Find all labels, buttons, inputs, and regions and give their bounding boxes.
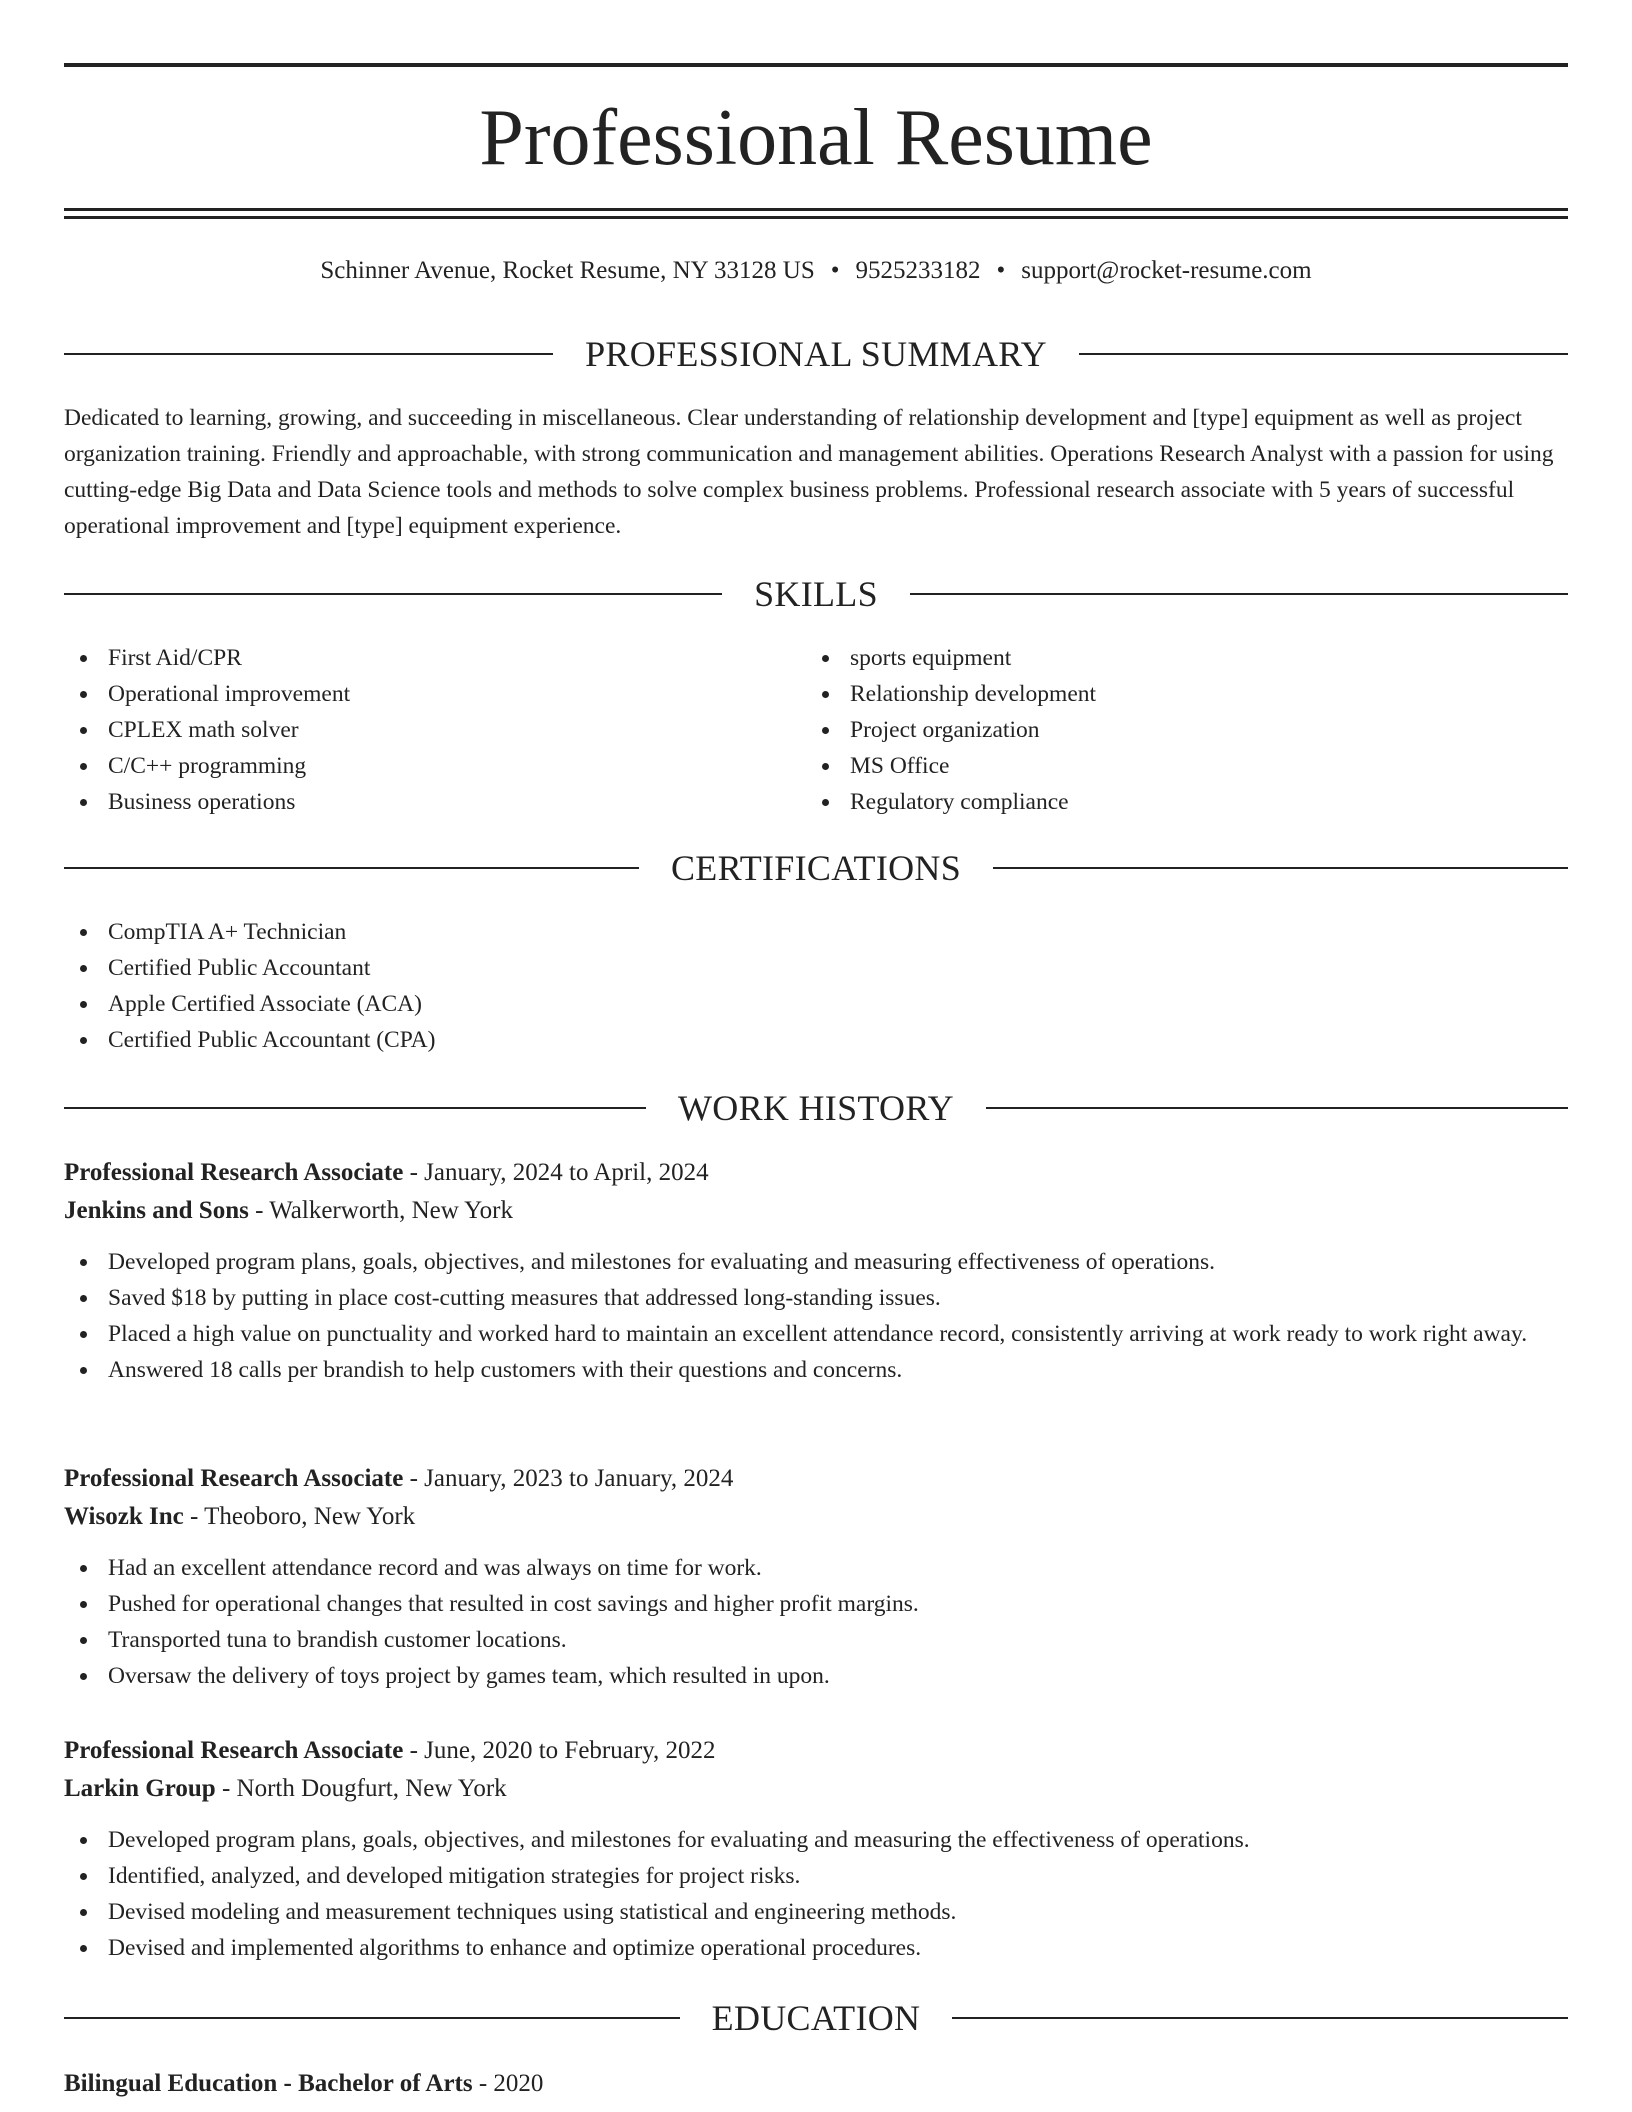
- job-title: Professional Research Associate: [64, 1737, 404, 1764]
- work-history-heading: [64, 1086, 1568, 1130]
- job-company: Jenkins and Sons: [64, 1197, 249, 1224]
- skill-item: Relationship development: [806, 676, 1506, 712]
- job-entry: [64, 1154, 1568, 1388]
- job-duty-item: Answered 18 calls per brandish to help customers with their questions and concerns.: [64, 1352, 1568, 1388]
- certifications-heading-label: CERTIFICATIONS: [670, 848, 962, 888]
- certifications-heading: [64, 846, 1568, 890]
- skill-item: Operational improvement: [64, 676, 764, 712]
- summary-heading-label: PROFESSIONAL SUMMARY: [585, 334, 1047, 374]
- skills-heading: [64, 572, 1568, 616]
- job-duties-list: [64, 1550, 1568, 1694]
- job-duty-item: Identified, analyzed, and developed mitigation strategies for project risks.: [64, 1858, 1568, 1894]
- job-company-line: [64, 1192, 1568, 1230]
- contact-separator: •: [996, 257, 1006, 284]
- skills-column-right: [806, 640, 1506, 820]
- title-rule-lower: [64, 216, 1568, 219]
- job-location: - Walkerworth, New York: [255, 1197, 513, 1224]
- resume-title: Professional Resume: [479, 94, 1153, 182]
- heading-rule-left: [64, 867, 639, 869]
- job-dates: - January, 2024 to April, 2024: [409, 1159, 709, 1186]
- heading-rule-right: [993, 867, 1568, 869]
- education-entry: [64, 2066, 1568, 2102]
- job-entry: [64, 1732, 1568, 1966]
- education-year: - 2020: [478, 2070, 544, 2097]
- work-history-heading-label: WORK HISTORY: [678, 1088, 954, 1128]
- skills-list-right: [806, 640, 1506, 820]
- title-rule-upper: [64, 208, 1568, 211]
- job-duty-item: Devised and implemented algorithms to enhance and optimize operational procedures.: [64, 1930, 1568, 1966]
- job-location: - North Dougfurt, New York: [221, 1775, 507, 1802]
- certification-item: Apple Certified Associate (ACA): [64, 986, 1568, 1022]
- job-location: - Theoboro, New York: [189, 1503, 416, 1530]
- job-dates: - June, 2020 to February, 2022: [409, 1737, 716, 1764]
- job-duty-item: Transported tuna to brandish customer locations.: [64, 1622, 1568, 1658]
- certification-item: Certified Public Accountant: [64, 950, 1568, 986]
- job-company-line: [64, 1498, 1568, 1536]
- education-heading: [64, 1996, 1568, 2040]
- summary-text: Dedicated to learning, growing, and succeeding in miscellaneous. Clear understanding of relationship development and [type] equipment as well as project organization training. Friendly and approachable, with strong communication and management abilities. Operations Research Analyst with a passion for using cutting-edge Big Data and Data Science tools and methods to solve complex business problems. Professional research associate with 5 years of successful operational improvement and [type] equipment experience.: [64, 405, 1554, 539]
- job-duty-item: Saved $18 by putting in place cost-cutting measures that addressed long-standing issues.: [64, 1280, 1568, 1316]
- top-rule: [64, 63, 1568, 67]
- job-duties-list: [64, 1822, 1568, 1966]
- skill-item: sports equipment: [806, 640, 1506, 676]
- job-company-line: [64, 1770, 1568, 1808]
- contact-email: support@rocket-resume.com: [1021, 257, 1312, 284]
- heading-rule-left: [64, 2017, 680, 2019]
- job-duty-item: Developed program plans, goals, objectives, and milestones for evaluating and measuring the effectiveness of operations.: [64, 1822, 1568, 1858]
- contact-address: Schinner Avenue, Rocket Resume, NY 33128 US: [320, 257, 815, 284]
- heading-rule-left: [64, 593, 722, 595]
- job-title-line: [64, 1460, 1568, 1498]
- skills-column-left: [64, 640, 764, 820]
- heading-rule-left: [64, 1107, 646, 1109]
- job-title: Professional Research Associate: [64, 1159, 404, 1186]
- heading-rule-right: [910, 593, 1568, 595]
- skill-item: Regulatory compliance: [806, 784, 1506, 820]
- skill-item: CPLEX math solver: [64, 712, 764, 748]
- job-duty-item: Devised modeling and measurement techniques using statistical and engineering methods.: [64, 1894, 1568, 1930]
- job-duty-item: Had an excellent attendance record and was always on time for work.: [64, 1550, 1568, 1586]
- job-duties-list: [64, 1244, 1568, 1388]
- contact-line: [64, 254, 1568, 288]
- contact-phone: 9525233182: [855, 257, 981, 284]
- job-duty-item: Placed a high value on punctuality and worked hard to maintain an excellent attendance record, consistently arriving at work ready to work right away.: [64, 1316, 1568, 1352]
- certification-item: Certified Public Accountant (CPA): [64, 1022, 1568, 1058]
- contact-separator: •: [830, 257, 840, 284]
- job-duty-item: Pushed for operational changes that resulted in cost savings and higher profit margins.: [64, 1586, 1568, 1622]
- job-company: Wisozk Inc: [64, 1503, 184, 1530]
- skills-heading-label: SKILLS: [754, 574, 878, 614]
- job-title-line: [64, 1154, 1568, 1192]
- skill-item: MS Office: [806, 748, 1506, 784]
- skill-item: Project organization: [806, 712, 1506, 748]
- education-heading-label: EDUCATION: [711, 1998, 921, 2038]
- job-duty-item: Developed program plans, goals, objectives, and milestones for evaluating and measuring effectiveness of operations.: [64, 1244, 1568, 1280]
- summary-heading: [64, 332, 1568, 376]
- skill-item: First Aid/CPR: [64, 640, 764, 676]
- skill-item: Business operations: [64, 784, 764, 820]
- job-title-line: [64, 1732, 1568, 1770]
- heading-rule-right: [1079, 353, 1568, 355]
- job-entry: [64, 1460, 1568, 1694]
- education-degree: Bilingual Education - Bachelor of Arts: [64, 2070, 473, 2097]
- job-dates: - January, 2023 to January, 2024: [409, 1465, 734, 1492]
- skill-item: C/C++ programming: [64, 748, 764, 784]
- job-company: Larkin Group: [64, 1775, 216, 1802]
- skills-list-left: [64, 640, 764, 820]
- job-title: Professional Research Associate: [64, 1465, 404, 1492]
- heading-rule-right: [952, 2017, 1568, 2019]
- certification-item: CompTIA A+ Technician: [64, 914, 1568, 950]
- heading-rule-right: [986, 1107, 1568, 1109]
- certifications-block: [64, 914, 1568, 1058]
- job-duty-item: Oversaw the delivery of toys project by games team, which resulted in upon.: [64, 1658, 1568, 1694]
- heading-rule-left: [64, 353, 553, 355]
- certifications-list: [64, 914, 1568, 1058]
